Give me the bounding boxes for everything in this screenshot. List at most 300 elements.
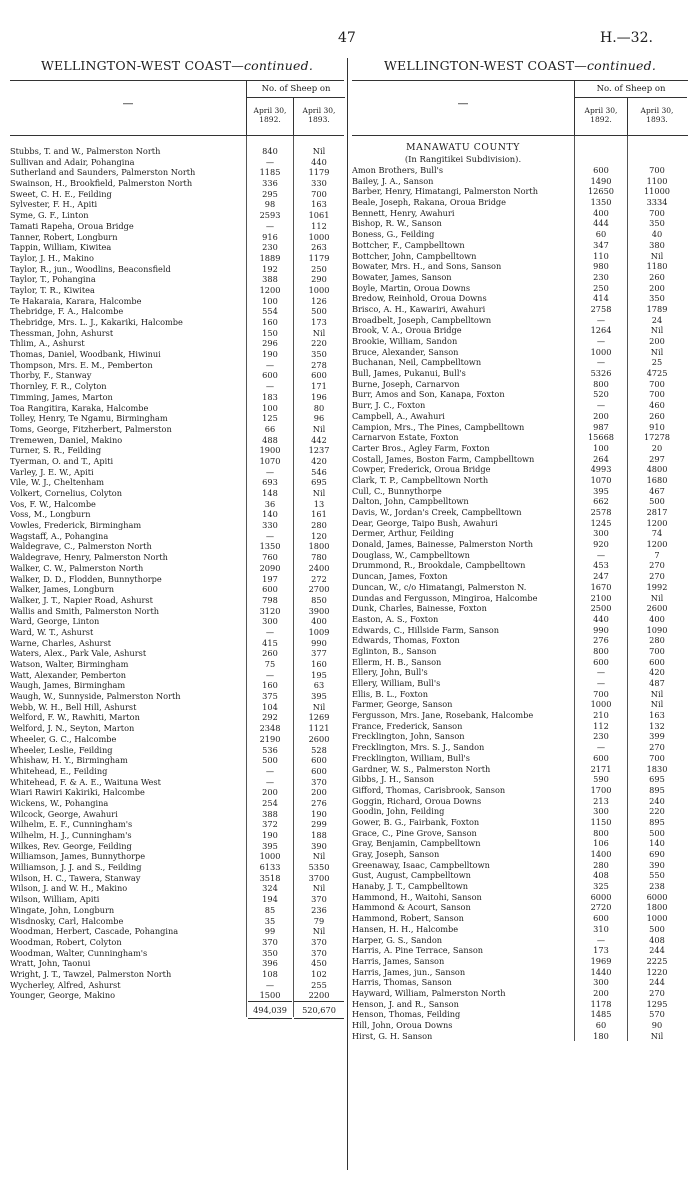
sheep-1892: 200	[593, 987, 609, 998]
entry-name: Wilcock, George, Awahuri	[10, 808, 118, 819]
sheep-1893: 3334	[646, 197, 668, 208]
sheep-1893: 1061	[308, 210, 330, 221]
sheep-1893: 260	[649, 271, 665, 282]
sheep-1893: 500	[649, 923, 665, 934]
table-row	[10, 392, 344, 403]
entry-name: Walker, James, Longburn	[10, 584, 114, 595]
entry-name: Wheeler, Leslie, Feilding	[10, 744, 113, 755]
table-row	[352, 560, 688, 571]
sheep-1892: 600	[593, 752, 609, 763]
sheep-1892: 1000	[590, 346, 612, 357]
entry-name: Hansen, H. H., Halcombe	[352, 923, 459, 934]
table-row	[10, 360, 344, 371]
sheep-1892: 280	[593, 859, 609, 870]
sheep-1892: 453	[593, 560, 609, 571]
entry-name: Waldegrave, C., Palmerston North	[10, 541, 152, 552]
sheep-1893: 895	[649, 784, 665, 795]
col-1892-year: 1892.	[259, 115, 281, 124]
table-row	[10, 819, 344, 830]
sheep-1892: 662	[593, 496, 609, 507]
sheep-1892: 1969	[590, 955, 612, 966]
sheep-1892: 350	[262, 947, 278, 958]
table-row	[10, 199, 344, 210]
table-row	[352, 336, 688, 347]
sheep-1892: 375	[262, 691, 278, 702]
sheep-1893: 600	[311, 765, 327, 776]
table-row	[352, 988, 688, 999]
sheep-1892: 160	[262, 680, 278, 691]
table-row	[352, 699, 688, 710]
entry-name: Wilkes, Rev. George, Feilding	[10, 840, 132, 851]
sheep-1892: —	[265, 669, 275, 680]
sheep-1892: 104	[262, 701, 278, 712]
sheep-1893: 690	[649, 849, 665, 859]
sheep-1892: 100	[593, 442, 609, 453]
sheep-1893: 700	[649, 752, 665, 763]
table-row	[352, 496, 688, 507]
table-row	[352, 710, 688, 721]
sheep-1892: 347	[593, 239, 609, 250]
sheep-1893: 6000	[646, 891, 668, 902]
table-row	[352, 945, 688, 956]
title-suffix: —continued.	[231, 58, 314, 73]
sheep-1893: 13	[313, 498, 325, 509]
table-row	[352, 967, 688, 978]
table-row	[352, 368, 688, 379]
table-row	[10, 595, 344, 606]
table-row	[10, 851, 344, 862]
entry-name: Younger, George, Makino	[10, 990, 116, 1001]
sheep-1892: 2578	[590, 507, 612, 517]
entry-name: Tyerman, O. and T., Apiti	[10, 455, 114, 466]
sheep-1892: 1490	[590, 175, 612, 186]
sheep-1892: —	[596, 357, 606, 368]
right-table-body	[352, 136, 688, 1041]
section-title: MANAWATU COUNTY	[406, 142, 520, 153]
entry-name: Hill, John, Oroua Downs	[352, 1020, 453, 1030]
sheep-1892: 1070	[590, 474, 612, 485]
sheep-1893: 290	[311, 274, 327, 285]
sheep-1892: 140	[262, 509, 278, 520]
table-row	[352, 721, 688, 732]
sheep-1892: 60	[595, 229, 607, 240]
entry-name: Wickens, W., Pohangina	[10, 797, 109, 808]
sheep-1892: 1400	[590, 849, 612, 859]
table-row	[352, 176, 688, 187]
sheep-1892: —	[265, 765, 275, 776]
sheep-1893: 700	[649, 165, 665, 175]
entry-name: Harris, James, jun., Sanson	[352, 966, 466, 977]
table-row	[352, 571, 688, 582]
sheep-1893: 5350	[308, 862, 330, 873]
sheep-1893: Nil	[312, 488, 326, 498]
sheep-1892: 488	[262, 434, 278, 445]
sheep-1892: 1000	[590, 699, 612, 710]
entry-name: Woodman, Robert, Colyton	[10, 936, 122, 947]
sheep-1893: 1121	[308, 723, 330, 734]
sheep-1893: 500	[649, 496, 665, 507]
sheep-1892: 264	[593, 453, 609, 464]
sheep-1893: 40	[651, 229, 663, 240]
table-row	[352, 828, 688, 839]
entry-name: Greenaway, Isaac, Campbelltown	[352, 859, 490, 870]
sheep-1893: 1179	[308, 167, 330, 178]
table-row	[10, 958, 344, 969]
sheep-count-header: No. of Sheep on	[246, 81, 345, 98]
entry-name: Burne, Joseph, Carnarvon	[352, 378, 460, 389]
entry-name: Hirst, G. H. Sanson	[352, 1030, 433, 1041]
sheep-1892: 395	[593, 485, 609, 496]
table-row	[10, 777, 344, 788]
sheep-1892: 276	[593, 635, 609, 646]
entry-name: Burr, J. C., Foxton	[352, 400, 426, 411]
table-row	[352, 956, 688, 967]
sheep-1893: 600	[311, 755, 327, 766]
sheep-1893: 270	[649, 742, 665, 753]
sheep-1892: 840	[262, 146, 278, 156]
sheep-1892: 1200	[259, 284, 281, 295]
entry-name: Goggin, Richard, Oroua Downs	[352, 795, 482, 806]
sheep-1893: 200	[649, 336, 665, 346]
table-row	[352, 240, 688, 251]
entry-name: Ward, George, Linton	[10, 616, 100, 627]
table-row	[352, 218, 688, 229]
entry-name: Bull, James, Pukanui, Bull's	[352, 368, 466, 379]
entry-name: Buchanan, Neil, Campbelltown	[352, 357, 482, 368]
col-1892-year: 1892.	[590, 115, 612, 124]
table-row	[10, 242, 344, 253]
entry-name: Watt, Alexander, Pemberton	[10, 669, 127, 680]
table-row	[10, 948, 344, 959]
entry-name: Frecklington, John, Sanson	[352, 731, 465, 742]
entry-name: Tanner, Robert, Longburn	[10, 231, 118, 242]
table-row	[352, 1020, 688, 1031]
table-row	[10, 210, 344, 221]
sheep-1892: 300	[593, 528, 609, 539]
sheep-1892: 388	[262, 274, 278, 285]
entry-name: Dunk, Charles, Bainesse, Foxton	[352, 603, 487, 614]
entry-name: Whishaw, H. Y., Birmingham	[10, 755, 128, 766]
sheep-1893: 1009	[308, 626, 330, 637]
sheep-1892: 106	[593, 838, 609, 849]
table-row	[10, 296, 344, 307]
table-row	[352, 667, 688, 678]
entry-name: Gray, Joseph, Sanson	[352, 849, 440, 859]
sheep-1892: 75	[264, 659, 276, 669]
sheep-1892: 180	[593, 1030, 609, 1041]
entry-name: Duncan, James, Foxton	[352, 571, 448, 582]
col-1892-label: April 30,	[584, 106, 618, 115]
sheep-1893: 250	[311, 263, 327, 274]
table-row	[10, 552, 344, 563]
sheep-1892: 230	[593, 731, 609, 742]
sheep-1892: 197	[262, 573, 278, 584]
sheep-1893: 1830	[646, 763, 668, 774]
table-row	[10, 157, 344, 168]
sheep-1893: 370	[311, 947, 327, 958]
sheep-1892: 230	[262, 242, 278, 253]
sheep-1892: —	[596, 400, 606, 411]
entry-name: Thebridge, Mrs. L. J., Kakariki, Halcombe	[10, 317, 183, 327]
sheep-1893: 74	[651, 528, 663, 539]
sheep-1893: 220	[649, 806, 665, 817]
sheep-1893: 399	[649, 731, 665, 742]
col-1893-year: 1893.	[646, 115, 668, 124]
sheep-1893: 370	[311, 894, 327, 905]
table-row	[10, 937, 344, 948]
table-row	[10, 627, 344, 638]
sheep-1893: 171	[311, 381, 327, 392]
sheep-1893: 11000	[643, 186, 671, 197]
sheep-1893: Nil	[312, 701, 326, 712]
sheep-1892: 100	[262, 295, 278, 306]
sheep-1893: 1220	[646, 966, 668, 977]
sheep-1892: 292	[262, 712, 278, 723]
table-row	[10, 680, 344, 691]
entry-name: Waldegrave, Henry, Palmerston North	[10, 552, 168, 563]
table-row	[10, 563, 344, 574]
table-row	[352, 753, 688, 764]
sheep-1893: 1000	[308, 231, 330, 242]
totals-row	[10, 1001, 344, 1017]
table-row	[10, 990, 344, 1001]
sheep-1893: 200	[649, 282, 665, 293]
table-row	[10, 830, 344, 841]
entry-name: Swainson, H., Brookfield, Palmerston North	[10, 178, 193, 189]
entry-name: Bowater, Mrs. H., and Sons, Sanson	[352, 261, 502, 272]
sheep-1892: 1700	[590, 784, 612, 795]
sheep-1893: 270	[649, 560, 665, 571]
entry-name: Brookie, William, Sandon	[352, 336, 458, 346]
sheep-1893: 990	[311, 637, 327, 648]
sheep-1893: 600	[649, 656, 665, 667]
sheep-1893: 1680	[646, 474, 668, 485]
col-1893-label: April 30,	[640, 106, 674, 115]
table-row	[352, 999, 688, 1010]
table-row	[10, 723, 344, 734]
sheep-1893: 3900	[308, 605, 330, 616]
entry-name: Wagstaff, A., Pohangina	[10, 530, 109, 541]
table-row	[352, 924, 688, 935]
sheep-1892: 296	[262, 338, 278, 349]
sheep-1892: 1889	[259, 252, 281, 263]
sheep-1892: 12650	[587, 186, 615, 197]
sheep-1893: 236	[311, 904, 327, 915]
table-row	[10, 787, 344, 798]
sheep-1892: 600	[593, 656, 609, 667]
sheep-1892: —	[265, 626, 275, 637]
table-row	[352, 539, 688, 550]
sheep-1892: 1000	[259, 851, 281, 862]
table-row	[352, 742, 688, 753]
sheep-1893: 390	[311, 840, 327, 851]
sheep-1893: 188	[311, 830, 327, 840]
sheep-1893: 400	[649, 613, 665, 624]
sheep-1893: 244	[649, 945, 665, 956]
sheep-1892: 2593	[259, 210, 281, 221]
entry-name: Amon Brothers, Bull's	[352, 165, 444, 175]
sheep-1892: 440	[593, 613, 609, 624]
table-row	[10, 894, 344, 905]
sheep-1892: —	[596, 549, 606, 560]
table-row	[352, 731, 688, 742]
sheep-1892: 213	[593, 795, 609, 806]
entry-name: Davis, W., Jordan's Creek, Campbelltown	[352, 507, 522, 517]
section-subtitle: (In Rangitikei Subdivision).	[404, 154, 522, 164]
table-row	[10, 349, 344, 360]
entry-name: Easton, A. S., Foxton	[352, 613, 439, 624]
sheep-1892: 1070	[259, 455, 281, 466]
sheep-1893: 280	[311, 520, 327, 531]
sheep-1892: 36	[264, 498, 276, 509]
sheep-1893: 278	[311, 359, 327, 370]
sheep-1892: 247	[593, 571, 609, 582]
table-row	[352, 892, 688, 903]
sheep-1893: 244	[649, 977, 665, 988]
sheep-1892: 5326	[590, 368, 612, 379]
sheep-1892: 1500	[259, 990, 281, 1001]
entry-name: Ellis, B. L., Foxton	[352, 688, 428, 699]
table-row	[10, 467, 344, 478]
table-row	[352, 486, 688, 497]
sheep-1893: Nil	[312, 926, 326, 937]
sheep-1892: —	[265, 530, 275, 541]
table-row	[352, 272, 688, 283]
sheep-1893: 1100	[646, 175, 668, 186]
sheep-1893: Nil	[650, 346, 664, 357]
entry-name: Turner, S. R., Feilding	[10, 445, 102, 456]
sheep-1893: 90	[651, 1020, 663, 1030]
sheep-1892: 2100	[590, 592, 612, 603]
sheep-1892: 1178	[590, 998, 612, 1009]
table-row	[352, 251, 688, 262]
table-row	[10, 306, 344, 317]
entry-name: Woodman, Walter, Cunningham's	[10, 947, 148, 958]
sheep-1893: Nil	[650, 250, 664, 261]
table-row	[352, 208, 688, 219]
table-row	[352, 614, 688, 625]
sheep-1893: Nil	[650, 592, 664, 603]
col-1892-header	[246, 98, 293, 135]
sheep-1892: 400	[593, 207, 609, 218]
sheep-1893: 1800	[308, 541, 330, 552]
sheep-1893: Nil	[312, 146, 326, 156]
entry-name: Dear, George, Taipo Bush, Awahuri	[352, 517, 498, 528]
sheep-1893: Nil	[650, 699, 664, 710]
entry-name: Sweet, C. H. E., Feilding	[10, 188, 112, 199]
table-row	[352, 913, 688, 924]
entry-name: Thessman, John, Ashurst	[10, 327, 114, 338]
sheep-1892: 300	[593, 977, 609, 988]
entry-name: Bottcher, John, Campbelltown	[352, 250, 477, 261]
entry-name: Wingate, John, Longburn	[10, 904, 115, 915]
table-row	[10, 167, 344, 178]
table-row	[10, 916, 344, 927]
table-row	[10, 189, 344, 200]
sheep-1893: 850	[311, 594, 327, 605]
sheep-1893: 377	[311, 648, 327, 659]
sheep-1893: 1200	[646, 539, 668, 550]
sheep-1893: 700	[311, 188, 327, 199]
entry-name: Harris, James, Sanson	[352, 955, 445, 966]
table-row	[352, 870, 688, 881]
sheep-1892: —	[265, 156, 275, 167]
entry-name: Hammond, H., Waitohi, Sanson	[352, 891, 482, 902]
table-row	[10, 499, 344, 510]
entry-name: Bruce, Alexander, Sanson	[352, 346, 459, 357]
sheep-1892: 760	[262, 552, 278, 563]
sheep-1893: 263	[311, 242, 327, 253]
entry-name: Waters, Alex., Park Vale, Ashurst	[10, 648, 147, 659]
entry-name: Watson, Walter, Birmingham	[10, 659, 129, 669]
sheep-1893: 695	[311, 477, 327, 488]
sheep-1892: 372	[262, 819, 278, 830]
entry-name: Syme, G. F., Linton	[10, 210, 89, 221]
entry-name: Vowles, Frederick, Birmingham	[10, 520, 142, 531]
table-row	[10, 616, 344, 627]
entry-name: Te Hakaraia, Karara, Halcombe	[10, 295, 142, 306]
entry-name: Campbell, A., Awahuri	[352, 410, 445, 421]
table-row	[10, 766, 344, 777]
table-row	[352, 454, 688, 465]
sheep-1892: —	[596, 667, 606, 678]
table-row	[10, 285, 344, 296]
sheep-1893: 2817	[646, 507, 668, 517]
sheep-1893: 220	[311, 338, 327, 349]
sheep-1893: 895	[649, 816, 665, 827]
entry-name: Gibbs, J. H., Sanson	[352, 774, 435, 785]
table-row	[352, 902, 688, 913]
sheep-1893: 1789	[646, 303, 668, 314]
entry-name: Wycherley, Alfred, Ashurst	[10, 979, 121, 990]
entry-name: Wright, J. T., Tawzel, Palmerston North	[10, 968, 172, 979]
entry-name: Harper, G. S., Sandon	[352, 934, 443, 945]
entry-name: Barber, Henry, Himatangi, Palmerston North	[352, 186, 538, 197]
sheep-1892: 415	[262, 637, 278, 648]
sheep-1893: 1269	[308, 712, 330, 723]
entry-name: Bottcher, F., Campbelltown	[352, 239, 465, 250]
entry-name: Vos, F. W., Halcombe	[10, 498, 96, 509]
sheep-1892: 2171	[590, 763, 612, 774]
sheep-1892: 414	[593, 293, 609, 304]
title-text: WELLINGTON-WEST COAST	[383, 58, 575, 73]
sheep-1893: 546	[311, 466, 327, 477]
sheep-1893: 1090	[646, 624, 668, 635]
sheep-1892: 35	[264, 915, 276, 926]
table-row	[10, 146, 344, 157]
sheep-1893: 260	[649, 410, 665, 421]
sheep-1893: 600	[311, 370, 327, 381]
sheep-1893: 1000	[646, 913, 668, 924]
entry-name: Sylvester, F. H., Apiti	[10, 199, 98, 210]
sheep-1892: 693	[262, 477, 278, 488]
entry-name: Thomas, Daniel, Woodbank, Hiwinui	[10, 349, 161, 360]
sheep-1892: 150	[262, 327, 278, 338]
table-row	[10, 456, 344, 467]
entry-name: Bennett, Henry, Awahuri	[352, 207, 455, 218]
table-row	[10, 370, 344, 381]
entry-name: Carnarvon Estate, Foxton	[352, 432, 459, 443]
left-column	[10, 58, 344, 1017]
sheep-1892: 200	[593, 410, 609, 421]
entry-name: Gardner, W. S., Palmerston North	[352, 763, 491, 774]
table-row	[352, 785, 688, 796]
sheep-1893: 1200	[646, 517, 668, 528]
sheep-1893: 1800	[646, 902, 668, 913]
sheep-1892: 800	[593, 378, 609, 389]
entry-name: Tamati Rapeha, Oroua Bridge	[10, 220, 134, 231]
sheep-1893: 140	[649, 838, 665, 849]
